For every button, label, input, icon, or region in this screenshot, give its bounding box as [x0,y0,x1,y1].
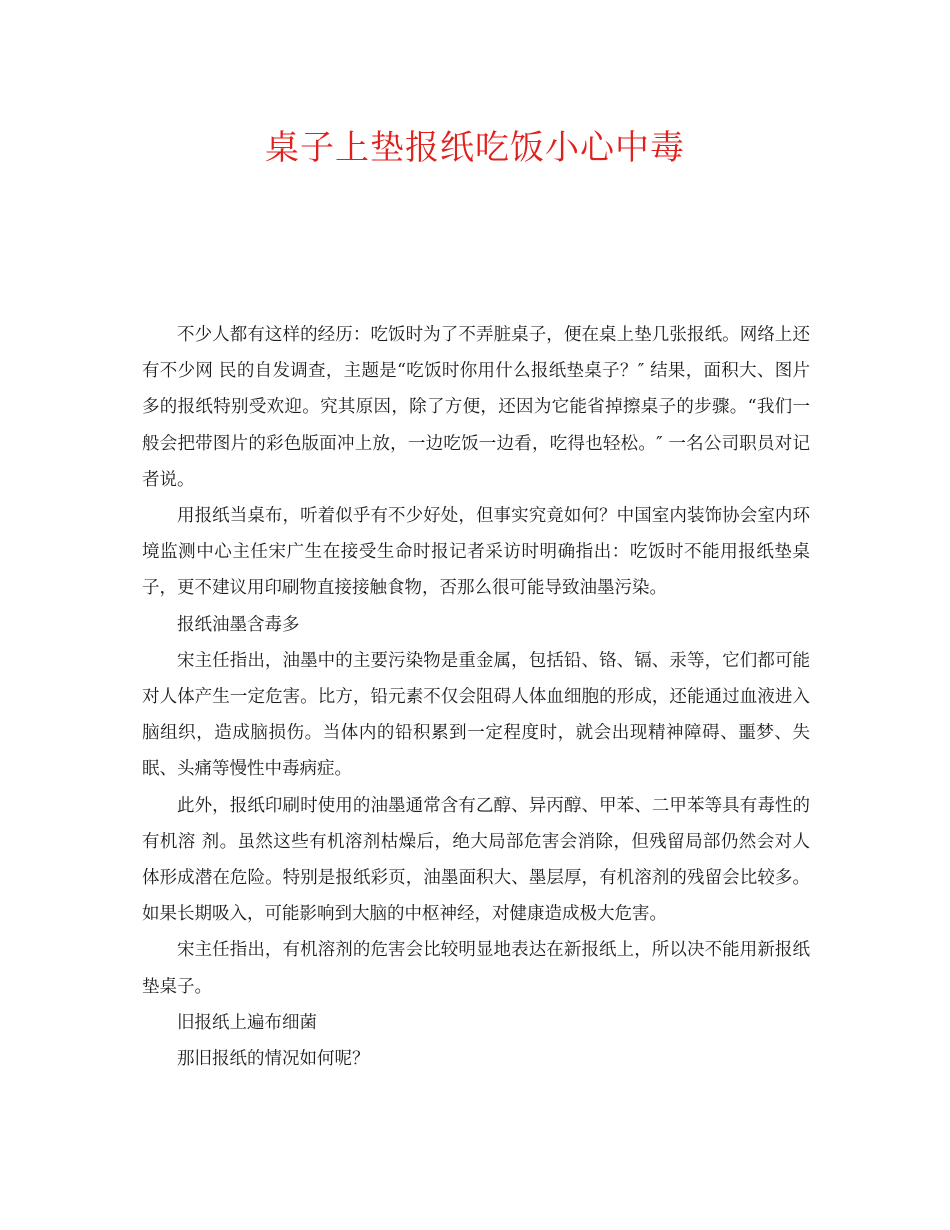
paragraph: 宋主任指出，油墨中的主要污染物是重金属，包括铅、铬、镉、汞等，它们都可能对人体产生一定危害。比方，铅元素不仅会阻碍人体血细胞的形成，还能通过血液进入脑组织，造成脑损伤。当体内的铅积累到一定程度时，就会出现精神障碍、噩梦、失眠、头痛等慢性中毒病症。 [142,650,810,780]
paragraph: 不少人都有这样的经历：吃饭时为了不弄脏桌子，便在桌上垫几张报纸。网络上还有不少网 民的自发调查，主题是“吃饭时你用什么报纸垫桌子？″ 结果，面积大、图片多的报纸特别受欢迎。究其原因，除了方便，还因为它能省掉擦桌子的步骤。“我们一 般会把带图片的彩色版面冲上放，一边吃饭一边看，吃得也轻松。″ 一名公司职员对记者说。 [142,325,810,490]
section-heading: 旧报纸上遍布细菌 [177,1012,317,1033]
document-title: 桌子上垫报纸吃饭小心中毒 [265,128,685,168]
paragraph: 用报纸当桌布，听着似乎有不少好处，但事实究竟如何？中国室内装饰协会室内环境监测中心主任宋广生在接受生命时报记者采访时明确指出：吃饭时不能用报纸垫桌子，更不建议用印刷物直接接触食物，否那么很可能导致油墨污染。 [142,506,810,599]
paragraph: 那旧报纸的情况如何呢？ [177,1049,370,1070]
document-body [142,317,810,1077]
paragraph: 宋主任指出，有机溶剂的危害会比较明显地表达在新报纸上，所以决不能用新报纸垫桌子。 [142,940,810,997]
section-heading: 报纸油墨含毒多 [177,614,300,635]
paragraph: 此外，报纸印刷时使用的油墨通常含有乙醇、异丙醇、甲苯、二甲苯等具有毒性的有机溶 剂。虽然这些有机溶剂枯燥后，绝大局部危害会消除，但残留局部仍然会对人体形成潜在危险。特别是报纸彩页，油墨面积大、墨层厚，有机溶剂的残留会比较多。 如果长期吸入，可能影响到大脑的中枢神经，对健康造成极大危害。 [142,795,810,925]
